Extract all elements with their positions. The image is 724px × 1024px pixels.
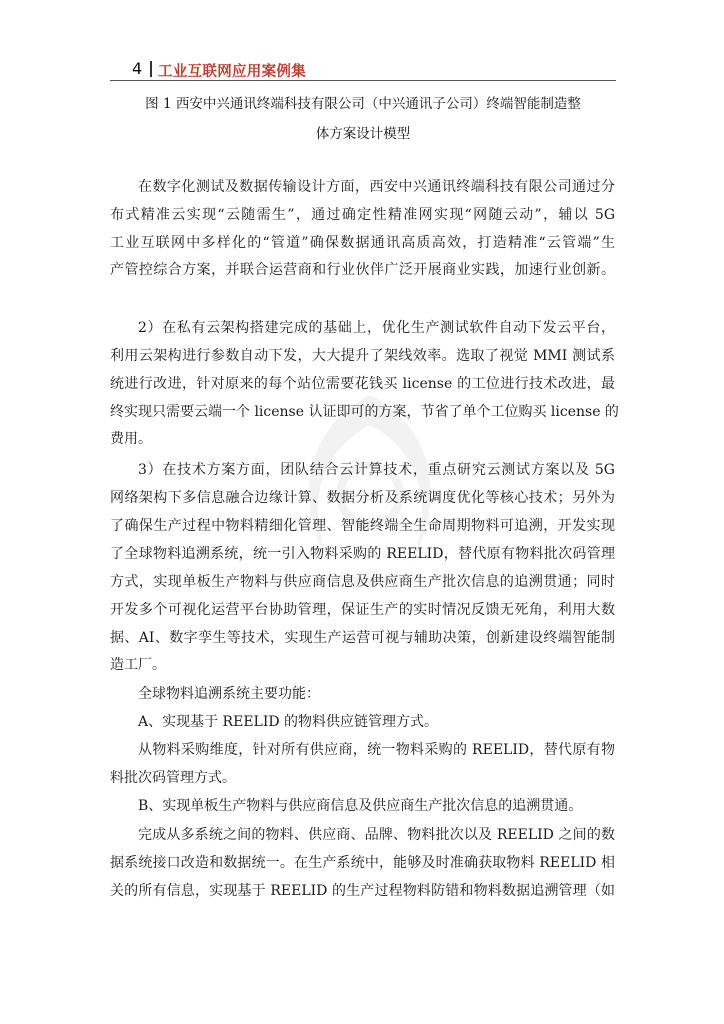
body-line: 产管控综合方案，并联合运营商和行业伙伴广泛开展商业实践，加速行业创新。 <box>110 262 615 278</box>
body-line: 从物料采购维度，针对所有供应商，统一物料采购的 REELID，替代原有物 <box>138 742 615 758</box>
body-line: 网络架构下多信息融合边缘计算、数据分析及系统调度优化等核心技术；另外为 <box>110 490 615 506</box>
body-line: 在数字化测试及数据传输设计方面，西安中兴通讯终端科技有限公司通过分 <box>138 179 615 195</box>
body-line: 造工厂。 <box>110 657 166 673</box>
body-line: 利用云架构进行参数自动下发，大大提升了架线效率。选取了视觉 MMI 测试系 <box>110 348 615 364</box>
running-title: 工业互联网应用案例集 <box>158 64 306 80</box>
body-line: B、实现单板生产物料与供应商信息及供应商生产批次信息的追溯贯通。 <box>138 798 583 814</box>
figure-caption-line1: 图 1 西安中兴通讯终端科技有限公司（中兴通讯子公司）终端智能制造整 <box>145 96 581 112</box>
body-line: 了全球物料追溯系统，统一引入物料采购的 REELID，替代原有物料批次码管理 <box>110 546 615 562</box>
body-line: 了确保生产过程中物料精细化管理、智能终端全生命周期物料可追溯，开发实现 <box>110 518 615 534</box>
body-line: 全球物料追溯系统主要功能： <box>138 686 320 702</box>
body-line: A、实现基于 REELID 的物料供应链管理方式。 <box>138 714 439 730</box>
body-line: 方式，实现单板生产物料与供应商信息及供应商生产批次信息的追溯贯通；同时 <box>110 574 615 590</box>
body-line: 3）在技术方案方面，团队结合云计算技术，重点研究云测试方案以及 5G <box>138 462 615 478</box>
body-line: 工业互联网中多样化的“管道”确保数据通讯高质高效，打造精准“云管端”生 <box>110 235 615 251</box>
body-line: 据、AI、数字孪生等技术，实现生产运营可视与辅助决策，创新建设终端智能制 <box>110 630 615 646</box>
body-line: 据系统接口改造和数据统一。在生产系统中，能够及时准确获取物料 REELID 相 <box>110 855 615 871</box>
page-number: 4 <box>132 59 143 78</box>
body-line: 完成从多系统之间的物料、供应商、品牌、物料批次以及 REELID 之间的数 <box>138 827 615 843</box>
body-line: 料批次码管理方式。 <box>110 770 236 786</box>
body-line: 2）在私有云架构搭建完成的基础上，优化生产测试软件自动下发云平台， <box>138 320 615 336</box>
header-separator <box>150 61 152 77</box>
page-header <box>110 58 616 81</box>
figure-caption-line2: 体方案设计模型 <box>315 126 411 142</box>
body-line: 布式精准云实现“云随需生”，通过确定性精准网实现“网随云动”，辅以 5G <box>110 207 615 223</box>
body-line: 终实现只需要云端一个 license 认证即可的方案，节省了单个工位购买 license 的 <box>110 404 619 420</box>
body-line: 关的所有信息，实现基于 REELID 的生产过程物料防错和物料数据追溯管理（如 <box>110 883 615 899</box>
body-line: 费用。 <box>110 431 152 447</box>
body-line: 统进行改进，针对原来的每个站位需要花钱买 license 的工位进行技术改进，最 <box>110 376 615 392</box>
body-line: 开发多个可视化运营平台协助管理，保证生产的实时情况反馈无死角，利用大数 <box>110 602 615 618</box>
